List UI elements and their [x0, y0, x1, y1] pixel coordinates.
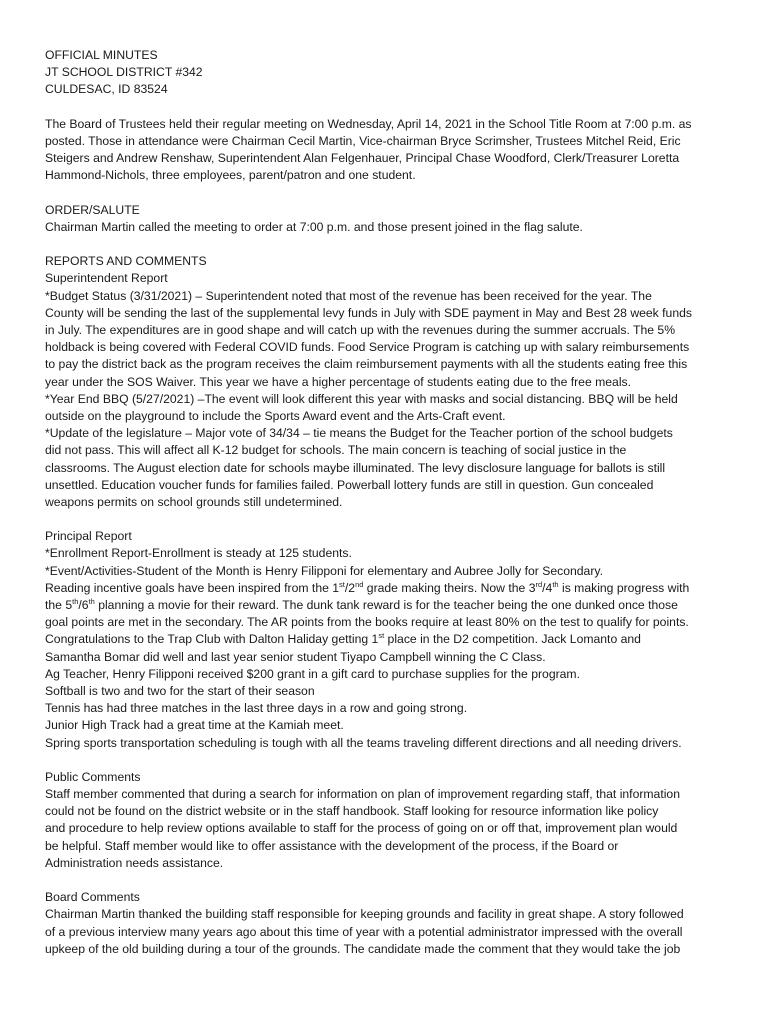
ordinal-suffix: th — [552, 579, 559, 589]
paragraph-line: goal points are met in the secondary. The AR points from the books require at least 80% on the test to qualify for points. — [45, 615, 689, 630]
paragraph-line — [45, 631, 730, 648]
paragraph-line: could not be found on the district website or in the staff handbook. Staff looking for resource information like policy — [45, 804, 659, 819]
paragraph-line: Administration needs assistance. — [45, 855, 224, 870]
paragraph-line: upkeep of the old building during a tour of the grounds. The candidate made the comment that they would take the job — [45, 941, 681, 956]
paragraph-line: Ag Teacher, Henry Filipponi received $200 grant in a gift card to purchase supplies for the program. — [45, 666, 580, 681]
paragraph-line: be helpful. Staff member would like to offer assistance with the development of the process, if the Board or — [45, 838, 619, 853]
intro-paragraph — [45, 116, 730, 185]
text-run: is making progress with — [558, 580, 690, 595]
paragraph-line: in July. The expenditures are in good shape and will catch up with the revenues during the summer accruals. The 5% — [45, 323, 676, 337]
text-run: grade making theirs. Now the 3 — [363, 580, 536, 595]
text-run: Reading incentive goals have been inspired from the 1 — [45, 580, 340, 595]
paragraph-line: to pay the district back as the program receives the claim reimbursement payments with all the students eating free this — [45, 357, 688, 372]
paragraph-line: County will be sending the last of the supplemental levy funds in July with SDE payment in May and Best 28 week funds — [45, 305, 692, 320]
principal-report-section — [45, 528, 730, 751]
ordinal-suffix: th — [72, 596, 79, 606]
text-run: /2 — [344, 580, 356, 595]
document-header — [45, 47, 730, 99]
ordinal-suffix: st — [339, 579, 345, 589]
ordinal-suffix: nd — [355, 579, 364, 589]
paragraph-line: outside on the playground to include the Sports Award event and the Arts-Craft event. — [45, 408, 506, 423]
ordinal-suffix: st — [378, 631, 385, 641]
sub-heading: Superintendent Report — [45, 271, 168, 286]
reports-section — [45, 253, 730, 511]
paragraph-line: classrooms. The August election date for schools maybe illuminated. The levy disclosure language for ballots is still — [45, 460, 666, 475]
paragraph-line: year under the SOS Waiver. This year we have a higher percentage of students eating due to the free meals. — [45, 374, 632, 389]
paragraph-line: Tennis has had three matches in the last three days in a row and going strong. — [45, 701, 468, 716]
paragraph-line: Softball is two and two for the start of their season — [45, 683, 315, 698]
header-title: OFFICIAL MINUTES — [45, 48, 158, 62]
paragraph-line: Junior High Track had a great time at the Kamiah meet. — [45, 718, 344, 733]
ordinal-suffix: th — [88, 596, 95, 606]
paragraph-line: *Year End BBQ (5/27/2021) –The event will look different this year with masks and social distancing. BBQ will be held — [45, 391, 678, 406]
paragraph-line: Spring sports transportation scheduling is tough with all the teams traveling different directions and all needing drivers. — [45, 735, 682, 750]
paragraph-line — [45, 580, 730, 597]
paragraph-line: posted. Those in attendance were Chairman Cecil Martin, Vice-chairman Bryce Scrimsher, Trustees Mitchel Reid, Eric — [45, 133, 681, 148]
paragraph-line: weapons permits on school grounds still undetermined. — [45, 494, 343, 509]
paragraph-line: Chairman Martin thanked the building staff responsible for keeping grounds and facility in great shape. A story followed — [45, 907, 684, 922]
paragraph-line: Staff member commented that during a search for information on plan of improvement regarding staff, that information — [45, 787, 680, 802]
text-run: /6 — [78, 598, 89, 612]
sub-heading: Public Comments — [45, 769, 141, 784]
section-heading: ORDER/SALUTE — [45, 202, 140, 217]
paragraph-line: did not pass. This will affect all K-12 budget for schools. The main concern is teaching of social justice in the — [45, 443, 627, 458]
paragraph-line: *Budget Status (3/31/2021) – Superintendent noted that most of the revenue has been received for the year. The — [45, 288, 652, 303]
header-address: CULDESAC, ID 83524 — [45, 82, 168, 97]
sub-heading: Board Comments — [45, 890, 140, 905]
paragraph-line: of a previous interview many years ago about this time of year with a potential administrator impressed with the overall — [45, 924, 683, 939]
sub-heading: Principal Report — [45, 529, 132, 544]
paragraph-line: and procedure to help review options available to staff for the process of going on or off that, improvement plan would — [45, 821, 678, 836]
text-run: the 5 — [45, 598, 73, 612]
text-run: /4 — [542, 580, 553, 595]
paragraph-line: Hammond-Nichols, three employees, parent/patron and one student. — [45, 168, 416, 183]
text-run: place in the D2 competition. Jack Lomanto and — [384, 632, 641, 647]
board-comments-section — [45, 889, 730, 958]
header-district: JT SCHOOL DISTRICT #342 — [45, 65, 203, 80]
paragraph-line: Chairman Martin called the meeting to order at 7:00 p.m. and those present joined in the flag salute. — [45, 219, 583, 234]
section-heading: REPORTS AND COMMENTS — [45, 254, 207, 269]
paragraph-line: *Update of the legislature – Major vote of 34/34 – tie means the Budget for the Teacher portion of the school budgets — [45, 426, 673, 441]
paragraph-line: The Board of Trustees held their regular meeting on Wednesday, April 14, 2021 in the School Title Room at 7:00 p.m. as — [45, 116, 692, 131]
text-run: planning a movie for their reward. The dunk tank reward is for the teacher being the one dunked once those — [94, 598, 678, 612]
public-comments-section — [45, 769, 730, 872]
paragraph-line: *Enrollment Report-Enrollment is steady at 125 students. — [45, 546, 352, 561]
text-run: Congratulations to the Trap Club with Dalton Haliday getting 1 — [45, 632, 379, 647]
paragraph-line: Samantha Bomar did well and last year senior student Tiyapo Campbell winning the C Class. — [45, 649, 546, 664]
paragraph-line: *Event/Activities-Student of the Month is Henry Filipponi for elementary and Aubree Jolly for Secondary. — [45, 563, 603, 578]
ordinal-suffix: rd — [535, 579, 543, 589]
paragraph-line: holdback is being covered with Federal COVID funds. Food Service Program is catching up with salary reimbursements — [45, 340, 690, 355]
paragraph-line: Steigers and Andrew Renshaw, Superintendent Alan Felgenhauer, Principal Chase Woodford, Clerk/Treasurer Loretta — [45, 151, 680, 166]
paragraph-line: unsettled. Education voucher funds for families failed. Powerball lottery funds are still in question. Gun concealed — [45, 477, 654, 492]
paragraph-line — [45, 597, 730, 614]
order-salute-section — [45, 202, 730, 236]
